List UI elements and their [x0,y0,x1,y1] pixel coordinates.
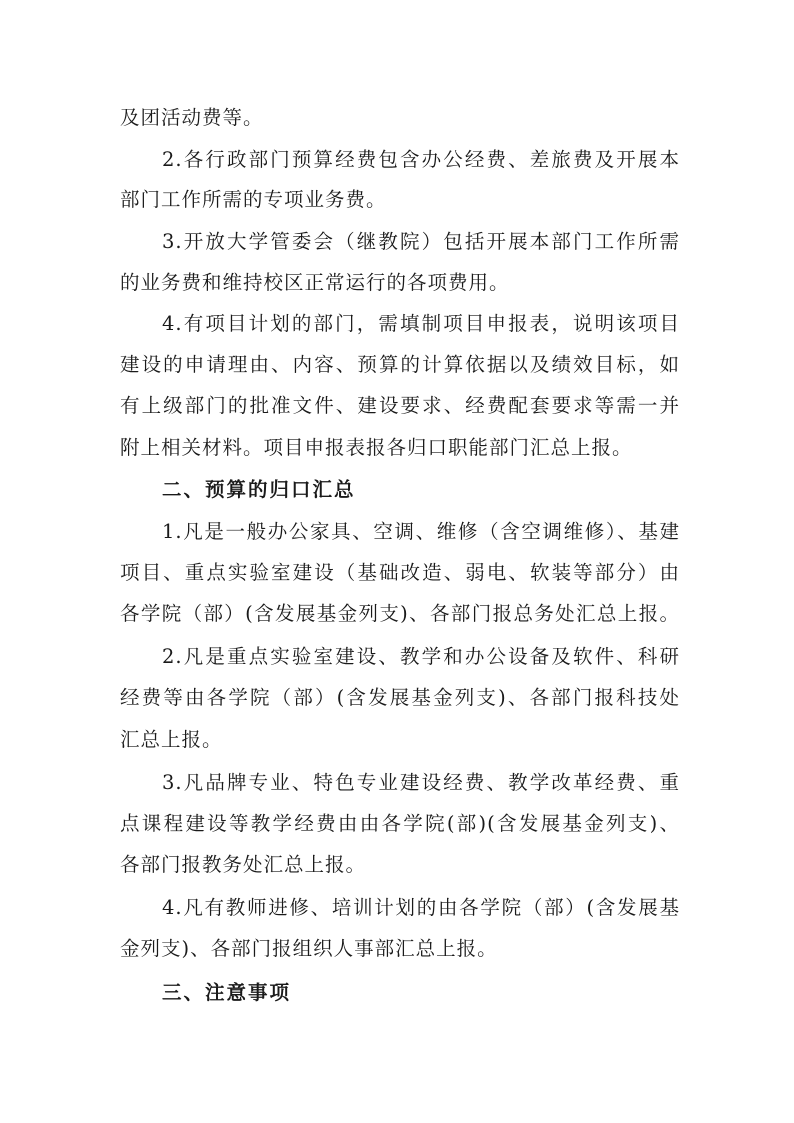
paragraph-line: 建设的申请理由、内容、预算的计算依据以及绩效目标，如 [120,353,680,376]
paragraph-line: 附上相关材料。项目申报表报各归口职能部门汇总上报。 [120,436,633,459]
paragraph-line: 的业务费和维持校区正常运行的各项费用。 [120,271,510,294]
paragraph-line: 3.凡品牌专业、特色专业建设经费、教学改革经费、重 [162,771,680,794]
paragraph-line: 点课程建设等教学经费由由各学院(部)(含发展基金列支)、 [120,812,680,835]
paragraph-line: 各学院（部）(含发展基金列支)、各部门报总务处汇总上报。 [120,602,680,625]
paragraph-line: 4.有项目计划的部门，需填制项目申报表，说明该项目 [162,312,680,335]
section-heading: 二、预算的归口汇总 [162,478,356,501]
paragraph-line: 1.凡是一般办公家具、空调、维修（含空调维修）、基建 [162,520,680,543]
paragraph-line: 金列支)、各部门报组织人事部汇总上报。 [120,937,498,960]
paragraph-line: 项目、重点实验室建设（基础改造、弱电、软装等部分）由 [120,561,680,584]
paragraph-line: 有上级部门的批准文件、建设要求、经费配套要求等需一并 [120,394,680,417]
section-heading: 三、注意事项 [162,981,292,1004]
paragraph-line: 汇总上报。 [120,728,223,751]
paragraph-line: 及团活动费等。 [120,106,264,129]
paragraph-line: 4.凡有教师进修、培训计划的由各学院（部）(含发展基 [162,896,680,919]
paragraph-line: 3.开放大学管委会（继教院）包括开展本部门工作所需 [162,230,680,253]
paragraph-line: 2.各行政部门预算经费包含办公经费、差旅费及开展本 [162,148,680,171]
paragraph-line: 经费等由各学院（部）(含发展基金列支)、各部门报科技处 [120,686,680,709]
paragraph-line: 2.凡是重点实验室建设、教学和办公设备及软件、科研 [162,645,680,668]
paragraph-line: 部门工作所需的专项业务费。 [120,188,387,211]
paragraph-line: 各部门报教务处汇总上报。 [120,853,367,876]
